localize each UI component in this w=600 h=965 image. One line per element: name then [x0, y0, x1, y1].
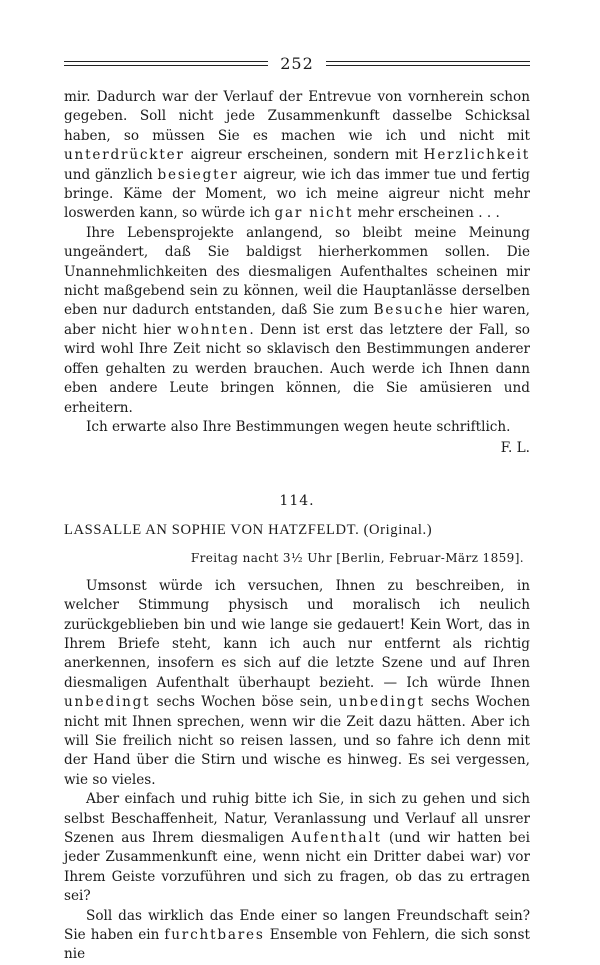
emphasized-text: Herzlichkeit — [423, 147, 530, 164]
letter-114-body — [64, 577, 530, 965]
emphasized-text: gar nicht — [274, 205, 354, 222]
letter-heading — [64, 522, 530, 539]
paragraph: Ihre Lebensprojekte anlangend, so bleibt meine Meinung ungeändert, daß Sie baldigst hierherkommen sollen. Die Unannehmlichkeiten des diesmaligen Aufenthaltes scheinen mir nicht maßgebend sein zu können, weil die Hauptanlässe derselben eben nur dadurch entstanden, daß Sie zum Besuche hier waren, aber nicht hier wohnten. Denn ist erst das letztere der Fall, so wird wohl Ihre Zeit nicht so sklavisch den Bestimmungen anderer offen gehalten zu werden brauchen. Auch werde ich Ihnen dann eben andere Leute bringen können, die Sie amüsieren und erheitern. — [64, 224, 530, 416]
emphasized-text: unbedingt — [338, 694, 425, 711]
letter-dateline: Freitag nacht 3½ Uhr [Berlin, Februar-März 1859]. — [190, 550, 524, 565]
book-page — [64, 52, 530, 965]
letter-heading-note: (Original.) — [363, 521, 433, 538]
paragraph: Aber einfach und ruhig bitte ich Sie, in sich zu gehen und sich selbst Beschaffenheit, Natur, Veranlassung und Verlauf all unsrer Szenen aus Ihrem diesmaligen Aufenthalt (und wir hatten bei jeder Zusammenkunft eine, wenn nicht ein Dritter dabei war) vor Ihrem Geiste vorzuführen und sich zu fragen, ob das zu ertragen sei? — [64, 791, 530, 905]
emphasized-text: unbedingt — [64, 694, 151, 711]
emphasized-text: Aufenthalt — [291, 830, 382, 846]
emphasized-text: Besuche — [373, 302, 445, 319]
paragraph: Soll das wirklich das Ende einer so langen Freundschaft sein? Sie haben ein furchtbares Ensemble von Fehlern, die sich sonst nie — [64, 907, 530, 963]
header-rule-left — [64, 61, 268, 66]
emphasized-text: besiegter — [157, 166, 239, 183]
letter-heading-title: LASSALLE AN SOPHIE VON HATZFELDT. — [64, 521, 360, 538]
emphasized-text: wohnten — [177, 321, 250, 338]
page-header — [64, 52, 530, 74]
paragraph: Ich erwarte also Ihre Bestimmungen wegen heute schriftlich. — [86, 418, 511, 435]
signature: F. L. — [500, 440, 530, 457]
paragraph: mir. Dadurch war der Verlauf der Entrevue von vornherein schon gegeben. Soll nicht jede Zusammenkunft dasselbe Schicksal haben, so müssen Sie es machen wie ich und nicht mit unterdrückter aigreur erscheinen, sondern mit Herzlichkeit und gänzlich besiegter aigreur, wie ich das immer tue und fertig bringe. Käme der Moment, wo ich meine aigreur nicht mehr loswerden kann, so würde ich gar nicht mehr erscheinen . . . — [64, 89, 530, 222]
paragraph: Umsonst würde ich versuchen, Ihnen zu beschreiben, in welcher Stimmung physisch und moralisch ich neulich zurückgeblieben bin und wie lange sie gedauert! Kein Wort, das in Ihrem Briefe steht, kann ich auch nur entfernt als richtig anerkennen, insofern es sich auf die letzte Szene und auf Ihren diesmaligen Aufenthalt überhaupt bezieht. — Ich würde Ihnen unbedingt sechs Wochen böse sein, unbedingt sechs Wochen nicht mit Ihnen sprechen, wenn wir die Zeit dazu hätten. Aber ich will Sie freilich nicht so reisen lassen, und so fahre ich denn mit der Hand über die Stirn und wische es hinweg. Es sei vergessen, wie so vieles. — [64, 577, 530, 788]
letter-number: 114. — [279, 492, 315, 509]
header-rule-right — [326, 61, 530, 66]
emphasized-text: unterdrückter — [64, 147, 185, 164]
emphasized-text: furchtbares — [164, 927, 265, 944]
page-number: 252 — [280, 53, 314, 73]
letter-113-continuation — [64, 88, 530, 459]
